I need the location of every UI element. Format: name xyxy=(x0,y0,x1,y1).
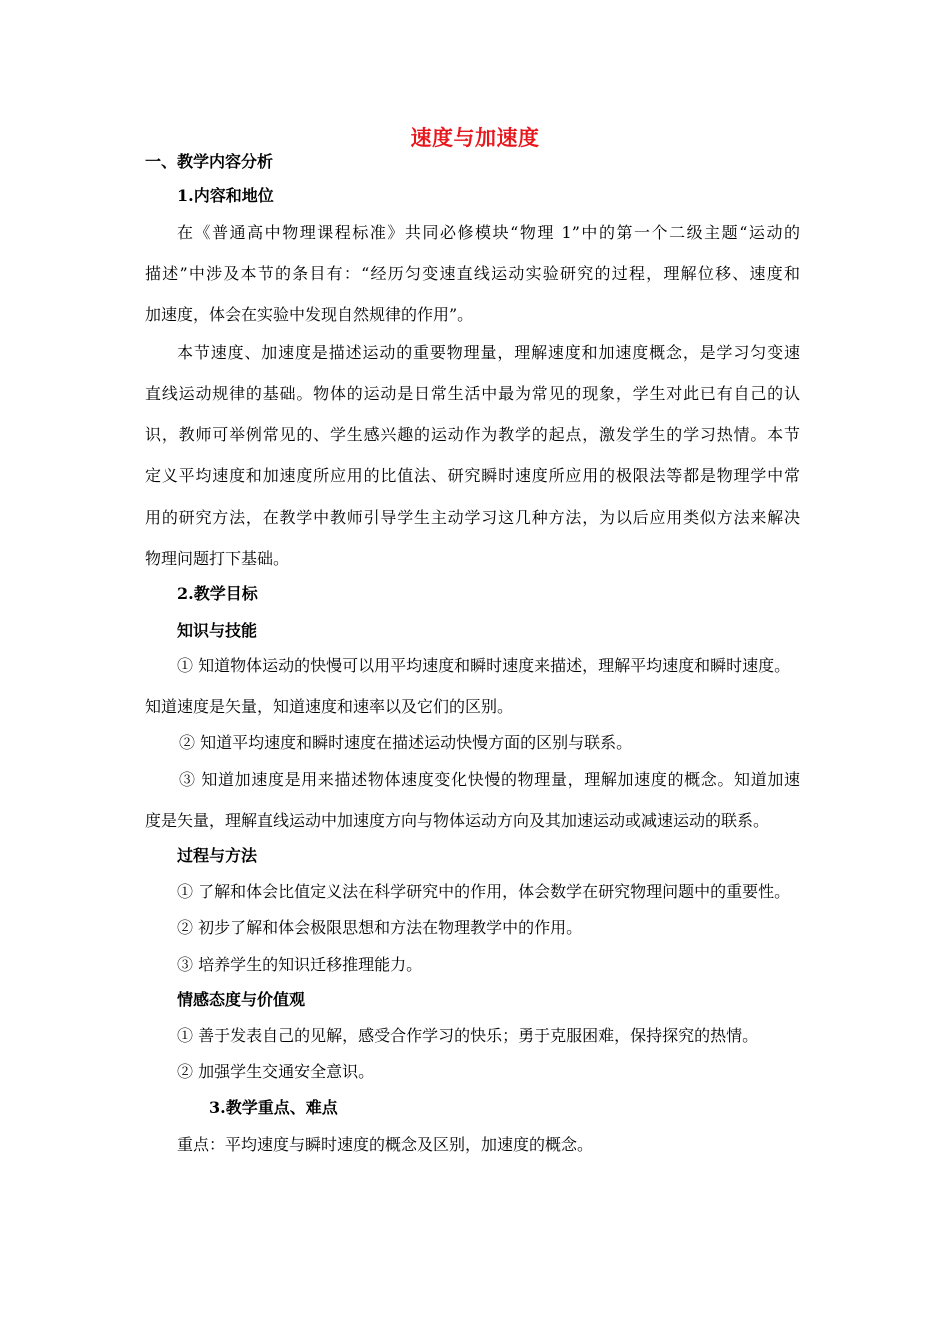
paragraph-1-line-2: 描述”中涉及本节的条目有：“经历匀变速直线运动实验研究的过程，理解位移、速度和 xyxy=(145,264,800,283)
key-points-text: 重点：平均速度与瞬时速度的概念及区别，加速度的概念。 xyxy=(177,1135,594,1154)
process-item-1: ① 了解和体会比值定义法在科学研究中的作用，体会数学在研究物理问题中的重要性。 xyxy=(177,882,791,901)
document-title: 速度与加速度 xyxy=(410,125,540,150)
section-heading-content-analysis: 一、教学内容分析 xyxy=(145,152,274,171)
paragraph-2-line-5: 用的研究方法，在教学中教师引导学生主动学习这几种方法，为以后应用类似方法来解决 xyxy=(145,508,800,527)
process-item-3: ③ 培养学生的知识迁移推理能力。 xyxy=(177,955,423,974)
paragraph-1-line-1: 在《普通高中物理课程标准》共同必修模块“物理 1”中的第一个二级主题“运动的 xyxy=(177,223,800,242)
emotion-item-2: ② 加强学生交通安全意识。 xyxy=(177,1062,375,1081)
paragraph-2-line-2: 直线运动规律的基础。物体的运动是日常生活中最为常见的现象，学生对此已有自己的认 xyxy=(145,384,800,403)
paragraph-2-line-1: 本节速度、加速度是描述运动的重要物理量，理解速度和加速度概念，是学习匀变速 xyxy=(177,343,800,362)
subheading-teaching-goals: 2.教学目标 xyxy=(177,584,258,603)
knowledge-item-3-line-1: ③ 知道加速度是用来描述物体速度变化快慢的物理量，理解加速度的概念。知道加速 xyxy=(179,770,800,789)
subheading-key-difficult-points: 3.教学重点、难点 xyxy=(209,1098,338,1117)
process-item-2: ② 初步了解和体会极限思想和方法在物理教学中的作用。 xyxy=(177,918,583,937)
paragraph-2-line-6: 物理问题打下基础。 xyxy=(145,549,290,568)
knowledge-item-1-line-2: 知道速度是矢量，知道速度和速率以及它们的区别。 xyxy=(145,697,514,716)
heading-emotion-values: 情感态度与价值观 xyxy=(177,990,306,1009)
paragraph-1-line-3: 加速度，体会在实验中发现自然规律的作用”。 xyxy=(145,305,474,324)
emotion-item-1: ① 善于发表自己的见解，感受合作学习的快乐；勇于克服困难，保持探究的热情。 xyxy=(177,1026,759,1045)
knowledge-item-3-line-2: 度是矢量，理解直线运动中加速度方向与物体运动方向及其加速运动或减速运动的联系。 xyxy=(145,811,770,830)
heading-process-methods: 过程与方法 xyxy=(177,846,258,865)
paragraph-2-line-4: 定义平均速度和加速度所应用的比值法、研究瞬时速度所应用的极限法等都是物理学中常 xyxy=(145,466,800,485)
knowledge-item-2: ② 知道平均速度和瞬时速度在描述运动快慢方面的区别与联系。 xyxy=(179,733,633,752)
heading-knowledge-skills: 知识与技能 xyxy=(177,621,258,640)
paragraph-2-line-3: 识，教师可举例常见的、学生感兴趣的运动作为教学的起点，激发学生的学习热情。本节 xyxy=(145,425,800,444)
knowledge-item-1-line-1: ① 知道物体运动的快慢可以用平均速度和瞬时速度来描述，理解平均速度和瞬时速度。 xyxy=(177,656,791,675)
subheading-content-position: 1.内容和地位 xyxy=(177,186,274,205)
